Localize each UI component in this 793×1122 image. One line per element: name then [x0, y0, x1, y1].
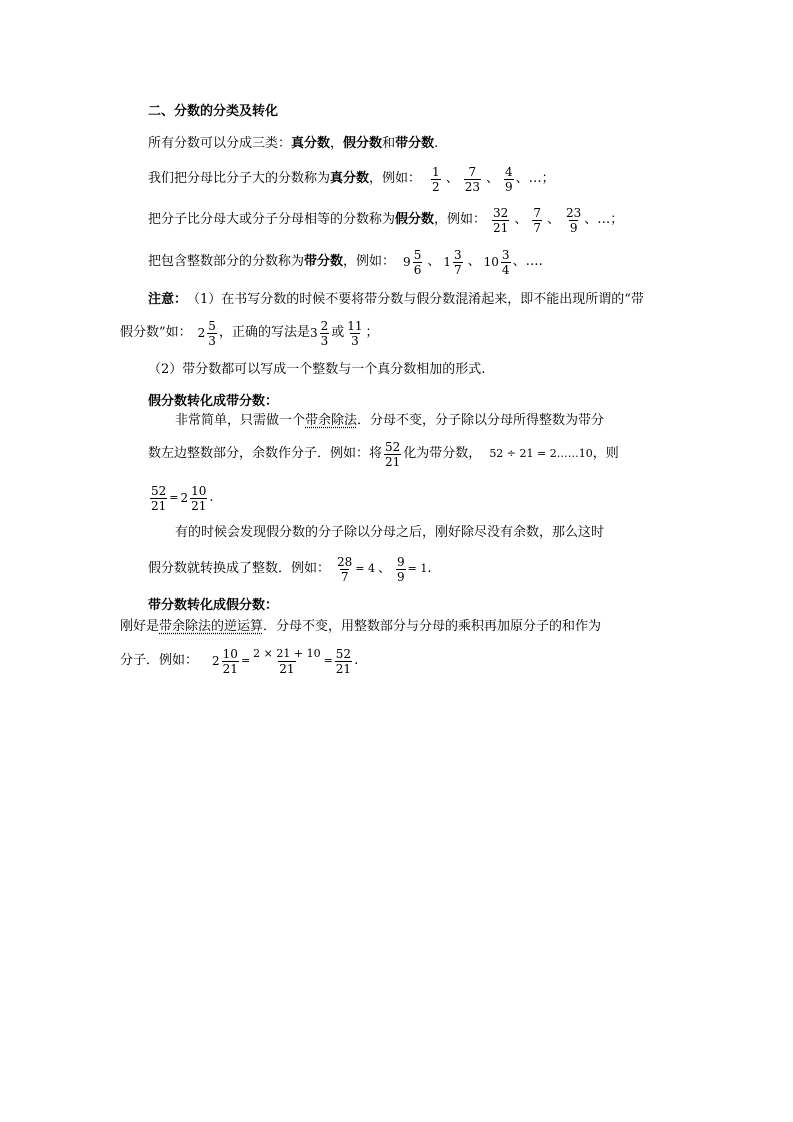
imp-para1-line1: [175, 412, 604, 430]
note-text-2: 假分数”如：: [120, 325, 192, 340]
separator: 、: [467, 254, 481, 269]
fraction: $\frac{9}{9}$: [397, 554, 405, 584]
fraction: $\frac{52}{21}$: [151, 483, 167, 513]
note-text-1: （1）在书写分数的时候不要将带分数与假分数混淆起来，即不能出现所谓的“带: [187, 292, 644, 307]
fraction: $\frac{3}{4}$: [501, 247, 510, 277]
imp-para2-line1: 有的时候会发现假分数的分子除以分母之后，刚好除尽没有余数，那么这时: [175, 525, 605, 540]
period: .: [354, 653, 359, 668]
equals-sign: =: [240, 654, 251, 667]
fraction: $\frac{28}{7}$: [337, 554, 353, 584]
example-label: ，例如：: [343, 254, 396, 269]
note-text-3: ，正确的写法是: [218, 325, 310, 340]
equals-sign: =: [323, 654, 333, 667]
text: ．分母不变，用整数部分与分母的乘积再加原分子的和作为: [263, 619, 602, 634]
fraction: $\frac{1}{2}$: [432, 164, 440, 194]
term-proper: 真分数: [291, 136, 331, 151]
period: .: [209, 490, 214, 505]
text: 化为带分数，: [403, 446, 482, 461]
period: .: [427, 561, 432, 576]
fraction: $\frac{23}{9}$: [566, 205, 582, 235]
separator: 、: [445, 171, 459, 186]
mixed-whole: 2: [212, 654, 220, 668]
text: ，则: [592, 446, 619, 461]
improper-text: 把分子比分母大或分子分母相等的分数称为: [148, 212, 396, 227]
ellipsis: 、…；: [515, 171, 555, 186]
equals-result: = 1: [407, 562, 428, 575]
improper-line: [148, 203, 623, 237]
fraction: $\frac{5}{3}$: [208, 318, 216, 348]
heading-improper-to-mixed: 假分数转化成带分数：: [148, 394, 279, 409]
fraction: $\frac{7}{7}$: [533, 205, 541, 235]
text: 分子．例如：: [120, 653, 199, 668]
mixed-whole: 3: [309, 326, 318, 340]
fraction: $\frac{2 \times 21 + 10}{21}$: [253, 646, 321, 676]
fraction: $\frac{4}{9}$: [505, 164, 513, 194]
fraction: $\frac{32}{21}$: [493, 205, 509, 235]
text: 数左边整数部分，余数作分子．例如：将: [148, 446, 383, 461]
fraction: $\frac{2}{3}$: [320, 318, 329, 348]
mix-line2: [120, 642, 358, 680]
note-line-3: （2）带分数都可以写成一个整数与一个真分数相加的形式.: [148, 362, 486, 377]
example-label: ，例如：: [434, 212, 487, 227]
equals-sign: =: [169, 491, 179, 504]
imp-para1-line2: [148, 436, 619, 472]
note-line-1: [148, 291, 644, 309]
intro-text: 所有分数可以分成三类：: [148, 136, 292, 151]
example-label: ，例如：: [369, 171, 422, 186]
fraction: $\frac{52}{21}$: [385, 439, 401, 469]
division-expression: 52 ÷ 21 = 2……10: [489, 447, 593, 460]
ellipsis: 、….: [512, 254, 543, 269]
term-improper: 假分数: [343, 136, 383, 151]
term-mixed: 带分数: [395, 136, 435, 151]
mixed-whole: 2: [180, 491, 189, 505]
and-text: 和: [382, 136, 396, 151]
emphasis-text: 带余除法: [305, 413, 358, 428]
semicolon: ；: [365, 325, 379, 340]
mixed-text: 把包含整数部分的分数称为: [148, 254, 305, 269]
period: .: [434, 136, 439, 151]
note-label: 注意：: [148, 292, 188, 307]
equals-result: = 4: [355, 562, 376, 575]
imp-para2-line2: [148, 551, 432, 587]
fraction: $\frac{10}{21}$: [222, 646, 238, 676]
fraction: $\frac{7}{23}$: [464, 164, 480, 194]
comma: ，: [330, 136, 344, 151]
separator: 、: [546, 212, 560, 227]
fraction: $\frac{3}{7}$: [453, 247, 462, 277]
section-title: 二、分数的分类及转化: [148, 104, 279, 119]
or-text: 或: [331, 325, 345, 340]
mixed-whole: 10: [483, 255, 499, 269]
ellipsis: 、…；: [584, 212, 624, 227]
improper-term: 假分数: [395, 212, 435, 227]
mixed-whole: 1: [443, 255, 451, 269]
heading-mixed-to-improper: 带分数转化成假分数：: [148, 598, 279, 613]
intro-line: [148, 135, 438, 153]
note-line-2: [120, 315, 379, 351]
separator: 、: [427, 254, 441, 269]
separator: 、: [514, 212, 528, 227]
fraction: $\frac{11}{3}$: [347, 318, 363, 348]
separator: 、: [378, 561, 392, 576]
text: 刚好是: [120, 619, 160, 634]
fraction: $\frac{10}{21}$: [191, 483, 207, 513]
mixed-whole: 2: [197, 326, 206, 340]
fraction: $\frac{5}{6}$: [413, 247, 422, 277]
fraction: $\frac{52}{21}$: [335, 646, 352, 676]
emphasis-text: 带余除法的逆运算: [159, 619, 264, 634]
separator: 、: [485, 171, 499, 186]
text: 非常简单，只需做一个: [175, 413, 306, 428]
proper-line: [148, 162, 555, 196]
mix-line1: [120, 618, 601, 636]
proper-term: 真分数: [330, 171, 370, 186]
mixed-whole: 9: [403, 255, 411, 269]
mixed-term: 带分数: [304, 254, 344, 269]
mixed-line: [148, 245, 543, 279]
text: 假分数就转换成了整数．例如：: [148, 561, 331, 576]
proper-text: 我们把分母比分子大的分数称为: [148, 171, 331, 186]
text: ．分母不变，分子除以分母所得整数为带分: [357, 413, 605, 428]
imp-result-line: [148, 480, 214, 516]
